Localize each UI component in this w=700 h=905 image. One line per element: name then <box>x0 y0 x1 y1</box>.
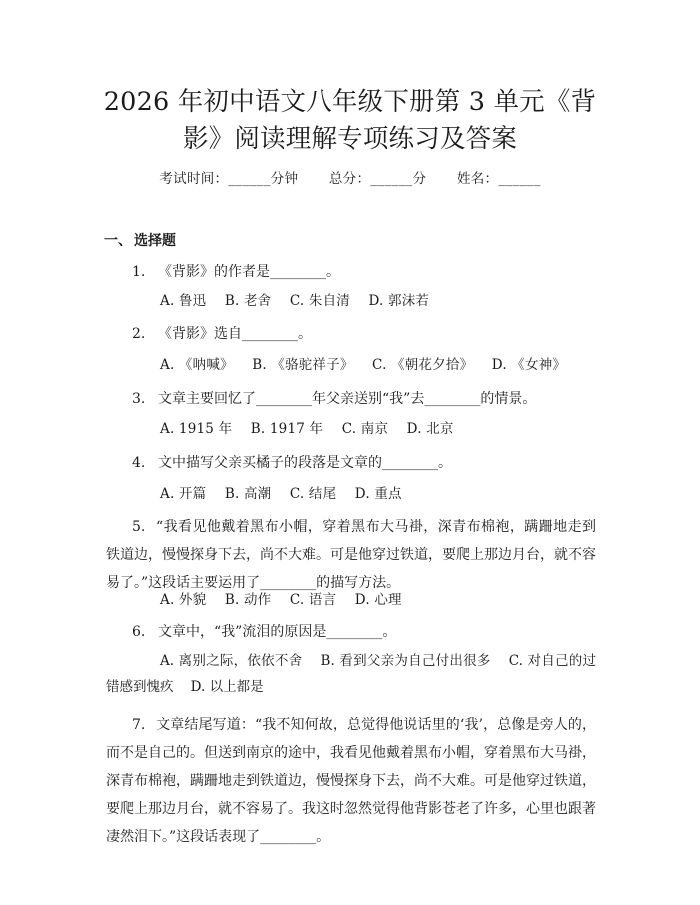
question-number: 3. <box>132 391 146 407</box>
option-d: D. 郭沫若 <box>368 293 430 309</box>
question-2 <box>132 320 312 348</box>
question-1-options <box>160 288 443 314</box>
option-c: C. 语言 <box>289 592 337 608</box>
document-title: 2026 年初中语文八年级下册第 3 单元《背影》阅读理解专项练习及答案 <box>103 87 597 154</box>
option-b: B. 《骆驼祥子》 <box>252 357 354 373</box>
student-name: 姓名：______ <box>456 171 541 187</box>
question-number: 6. <box>132 624 146 640</box>
option-d: D. 心理 <box>354 592 402 608</box>
option-d: D. 重点 <box>354 486 402 502</box>
question-text: 文章中，“我”流泪的原因是________。 <box>158 624 397 640</box>
option-c: C. 朱自清 <box>289 293 350 309</box>
question-text: 《背影》的作者是________。 <box>158 264 340 280</box>
exam-score: 总分：______分 <box>328 171 427 187</box>
option-a: A. 外貌 <box>160 592 207 608</box>
question-5-options <box>160 587 416 613</box>
option-b: B. 动作 <box>224 592 272 608</box>
option-a: A. 开篇 <box>160 486 207 502</box>
question-5 <box>106 513 596 597</box>
question-number: 5. <box>132 519 146 535</box>
section-title: 选择题 <box>134 233 176 249</box>
question-number: 2. <box>132 326 146 342</box>
question-text: 文章主要回忆了________年父亲送别“我”去________的情景。 <box>158 391 537 407</box>
question-6-options <box>106 648 596 700</box>
question-1 <box>132 258 340 286</box>
option-b: B. 高潮 <box>224 486 272 502</box>
question-text: 《背影》选自________。 <box>158 326 312 342</box>
question-number: 4. <box>132 455 146 471</box>
question-7 <box>106 711 596 851</box>
option-a: A. 《呐喊》 <box>160 357 234 373</box>
option-c: C. 结尾 <box>289 486 337 502</box>
exam-info <box>0 167 700 187</box>
option-a: A. 鲁迅 <box>160 293 207 309</box>
option-d: D. 北京 <box>406 421 454 437</box>
option-b: B. 1917 年 <box>250 421 324 437</box>
option-b: B. 老舍 <box>224 293 272 309</box>
question-4-options <box>160 481 416 507</box>
option-a: A. 1915 年 <box>160 421 233 437</box>
options-text: A. 离别之际，依依不舍 B. 看到父亲为自己付出很多 C. 对自己的过错感到愧疚 D. 以上都是 <box>106 653 596 695</box>
option-c: C. 南京 <box>341 421 389 437</box>
question-text: 文中描写父亲买橘子的段落是文章的________。 <box>158 455 452 471</box>
question-3-options <box>160 416 468 442</box>
question-number: 7. <box>132 717 146 733</box>
question-text: 文章结尾写道：“我不知何故，总觉得他说话里的‘我’，总像是旁人的，而不是自己的。但送到南京的途中，我看见他戴着黑布小帽，穿着黑布大马褂，深青布棉袍，蹒跚地走到铁道边，慢慢探身下去，尚不大难。可是他穿过铁道，要爬上那边月台，就不容易了。我这时忽然觉得他背影苍老了许多，心里也跟著凄然泪下。”这段话表现了________。 <box>106 717 596 845</box>
option-d: D. 《女神》 <box>491 357 567 373</box>
question-3 <box>132 385 536 413</box>
option-c: C. 《朝花夕拾》 <box>372 357 474 373</box>
question-4 <box>132 449 452 477</box>
section-heading <box>104 230 176 250</box>
question-text: “我看见他戴着黑布小帽，穿着黑布大马褂，深青布棉袍，蹒跚地走到铁道边，慢慢探身下去，尚不大难。可是他穿过铁道，要爬上那边月台，就不容易了。”这段话主要运用了________的描写方法。 <box>106 519 596 591</box>
section-number: 一、 <box>104 233 132 249</box>
question-2-options <box>160 352 580 378</box>
exam-time: 考试时间：______分钟 <box>159 171 299 187</box>
question-6 <box>132 618 396 646</box>
question-number: 1. <box>132 264 146 280</box>
